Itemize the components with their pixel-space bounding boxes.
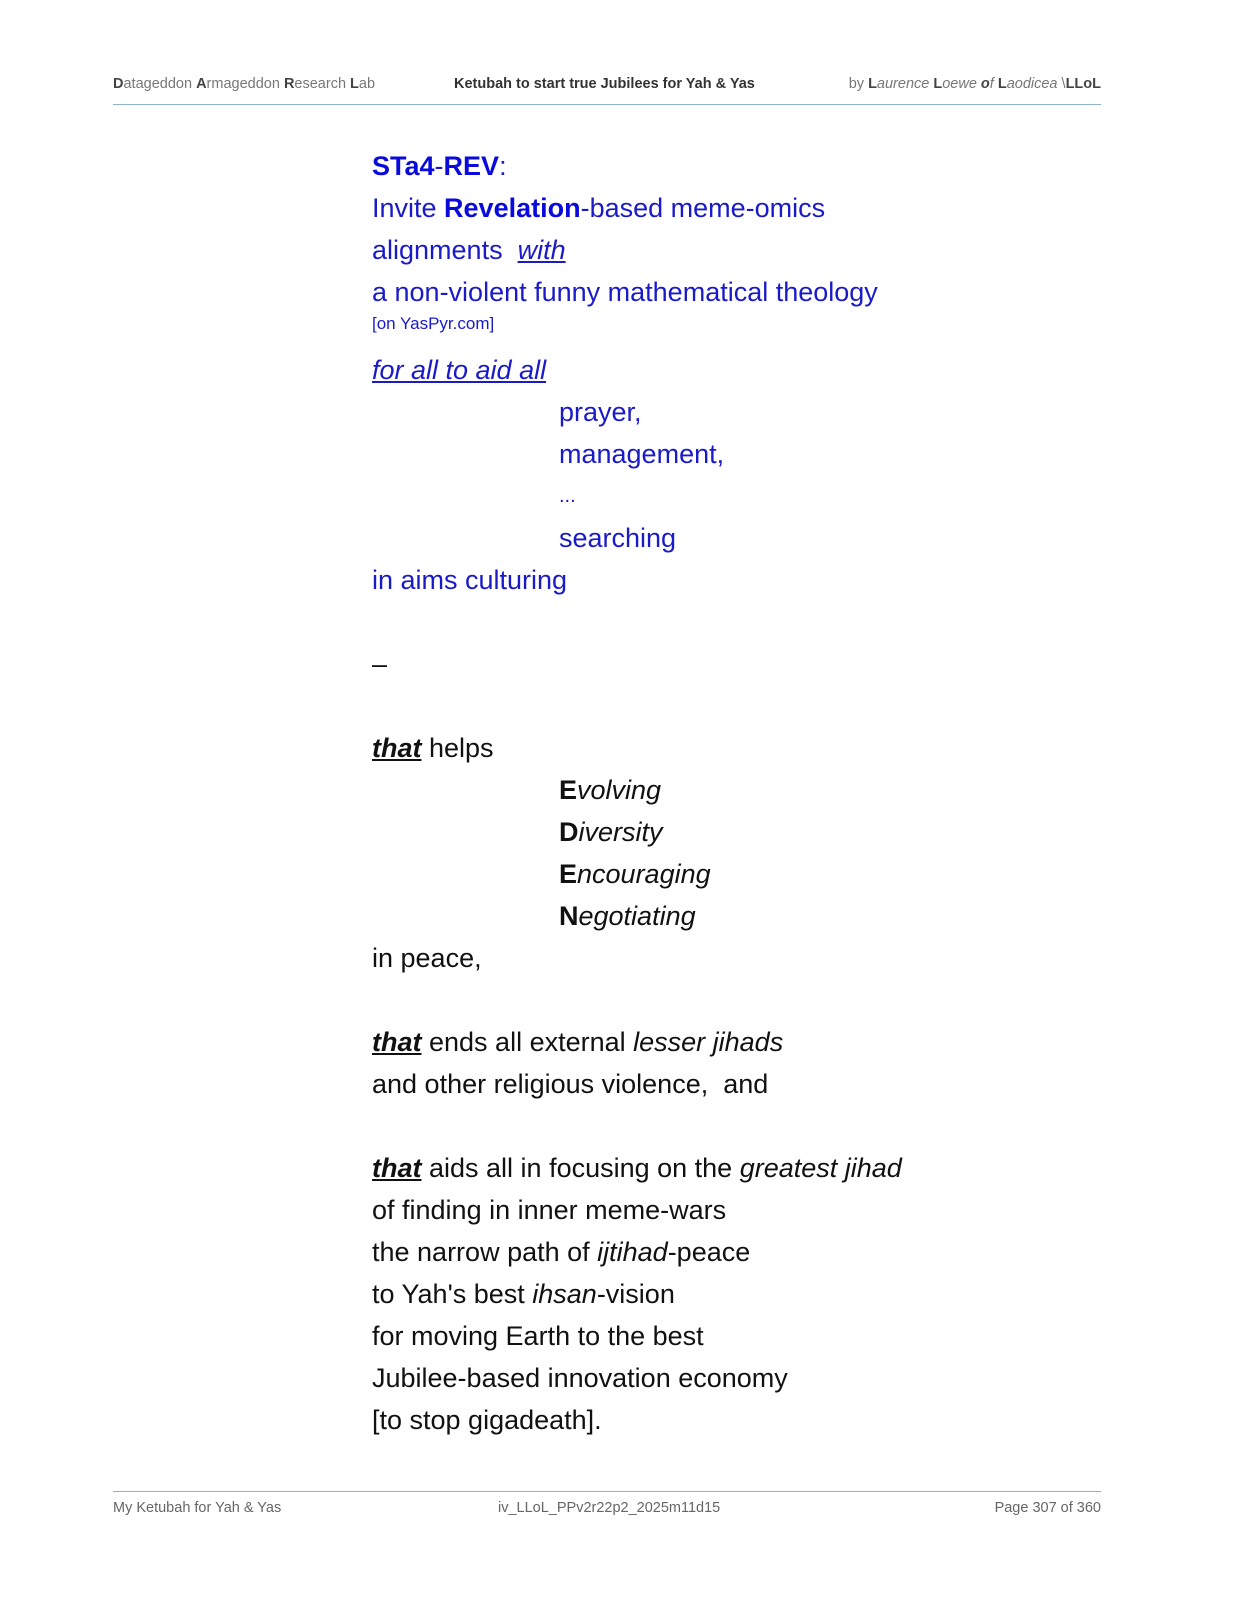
aid-item: searching xyxy=(559,523,677,553)
invite-line: Invite Revelation-based meme-omics xyxy=(372,193,826,223)
in-peace-line: in peace, xyxy=(372,943,482,973)
alignments-line: alignments with xyxy=(372,235,566,265)
site-note: [on YasPyr.com] xyxy=(372,314,495,333)
eden-item: Diversity xyxy=(559,817,663,847)
section-heading: STa4-REV: xyxy=(372,151,507,181)
that-helps-line: that helps xyxy=(372,733,494,763)
aims-line: in aims culturing xyxy=(372,565,568,595)
narrow-path-line: the narrow path of ijtihad-peace xyxy=(372,1237,751,1267)
moving-earth-line: for moving Earth to the best xyxy=(372,1321,704,1351)
header-lab-name: Datageddon Armageddon Research Lab xyxy=(113,76,376,92)
eden-item: Encouraging xyxy=(559,859,711,889)
eden-item: Negotiating xyxy=(559,901,696,931)
poem-body xyxy=(372,145,1072,1441)
page-footer xyxy=(113,1491,1101,1522)
finding-line: of finding in inner meme-wars xyxy=(372,1195,727,1225)
aid-item: ... xyxy=(559,485,576,507)
stop-gigadeath-line: [to stop gigadeath]. xyxy=(372,1405,602,1435)
aid-item: management, xyxy=(559,439,725,469)
that-aids-line: that aids all in focusing on the greatest jihad xyxy=(372,1153,902,1183)
religious-violence-line: and other religious violence, and xyxy=(372,1069,769,1099)
footer-title: My Ketubah for Yah & Yas xyxy=(113,1500,282,1516)
eden-item: Evolving xyxy=(559,775,662,805)
that-ends-line: that ends all external lesser jihads xyxy=(372,1027,784,1057)
jubilee-line: Jubilee-based innovation economy xyxy=(372,1363,788,1393)
theology-line: a non-violent funny mathematical theology xyxy=(372,277,878,307)
page-number: Page 307 of 360 xyxy=(994,1500,1101,1516)
aid-item: prayer, xyxy=(559,397,642,427)
page-header xyxy=(113,76,1101,105)
for-all-line: for all to aid all xyxy=(372,355,547,385)
header-document-title: Ketubah to start true Jubilees for Yah & Yas xyxy=(454,76,755,92)
dash-separator: – xyxy=(372,649,388,679)
footer-version: iv_LLoL_PPv2r22p2_2025m11d15 xyxy=(498,1500,721,1516)
yah-vision-line: to Yah's best ihsan-vision xyxy=(372,1279,675,1309)
header-author: by Laurence Loewe of Laodicea \LLoL xyxy=(848,76,1101,92)
